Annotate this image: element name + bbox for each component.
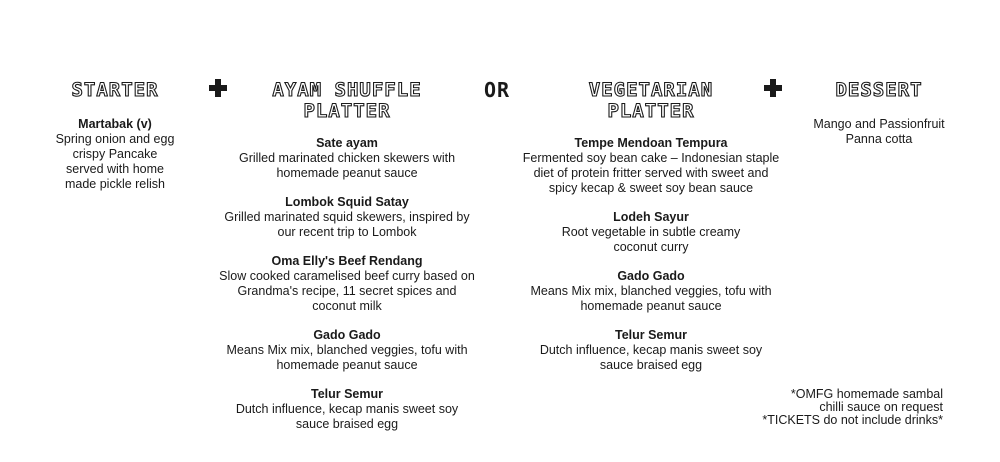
starter-heading: STARTER	[71, 79, 159, 101]
menu-item	[520, 136, 782, 196]
menu-item-desc: Grilled marinated chicken skewers with homemade peanut sauce	[238, 151, 456, 180]
footnotes	[762, 388, 943, 427]
menu-item-name: Gado Gado	[617, 269, 685, 283]
footnote-sambal-cont: chilli sauce on request	[819, 400, 943, 414]
menu-item-desc: Mango and Passionfruit Panna cotta	[813, 117, 945, 146]
menu-item-desc: Means Mix mix, blanched veggies, tofu with homemade peanut sauce	[226, 343, 468, 372]
menu-item-name: Telur Semur	[310, 387, 383, 401]
menu-item-desc: Grilled marinated squid skewers, inspired by our recent trip to Lombok	[224, 210, 470, 239]
menu-item-name: Lombok Squid Satay	[285, 195, 409, 209]
menu-item-name: Gado Gado	[313, 328, 381, 342]
ayam-platter-section	[214, 80, 480, 446]
menu-item-name: Tempe Mendoan Tempura	[574, 136, 728, 150]
menu-item	[214, 328, 480, 373]
dessert-section	[806, 80, 952, 161]
ayam-heading: AYAM SHUFFLE PLATTER	[272, 79, 422, 122]
footnote-tickets: *TICKETS do not include drinks*	[762, 413, 943, 427]
menu-item	[520, 210, 782, 255]
menu-item	[214, 254, 480, 314]
menu-item	[520, 328, 782, 373]
starter-section	[50, 80, 180, 206]
plus-icon	[764, 79, 782, 97]
menu-item	[806, 117, 952, 147]
menu-item-desc: Spring onion and egg crispy Pancake served with home made pickle relish	[55, 132, 175, 191]
menu-item-name: Oma Elly's Beef Rendang	[271, 254, 423, 268]
menu-item-desc: Dutch influence, kecap manis sweet soy sauce braised egg	[539, 343, 763, 372]
menu-item	[214, 136, 480, 181]
or-connector: OR	[484, 78, 511, 102]
menu-item-desc: Fermented soy bean cake – Indonesian staple diet of protein fritter served with sweet and spicy kecap & sweet soy bean sauce	[522, 151, 780, 195]
menu-item-name: Sate ayam	[316, 136, 378, 150]
menu-item-desc: Means Mix mix, blanched veggies, tofu with homemade peanut sauce	[530, 284, 772, 313]
vegetarian-heading: VEGETARIAN PLATTER	[588, 79, 714, 122]
menu-item	[520, 269, 782, 314]
menu-item-desc: Slow cooked caramelised beef curry based on Grandma's recipe, 11 secret spices and coconut milk	[219, 269, 475, 313]
menu-item-desc: Root vegetable in subtle creamy coconut curry	[561, 225, 741, 254]
dessert-heading: DESSERT	[835, 79, 923, 101]
menu-item	[50, 117, 180, 192]
menu-item	[214, 387, 480, 432]
footnote-sambal: *OMFG homemade sambal	[790, 387, 943, 401]
menu-item	[214, 195, 480, 240]
vegetarian-platter-section	[520, 80, 782, 387]
menu-item-name: Telur Semur	[614, 328, 687, 342]
menu-item-desc: Dutch influence, kecap manis sweet soy sauce braised egg	[235, 402, 459, 431]
menu-item-name: Martabak (v)	[78, 117, 152, 131]
menu-item-name: Lodeh Sayur	[613, 210, 689, 224]
